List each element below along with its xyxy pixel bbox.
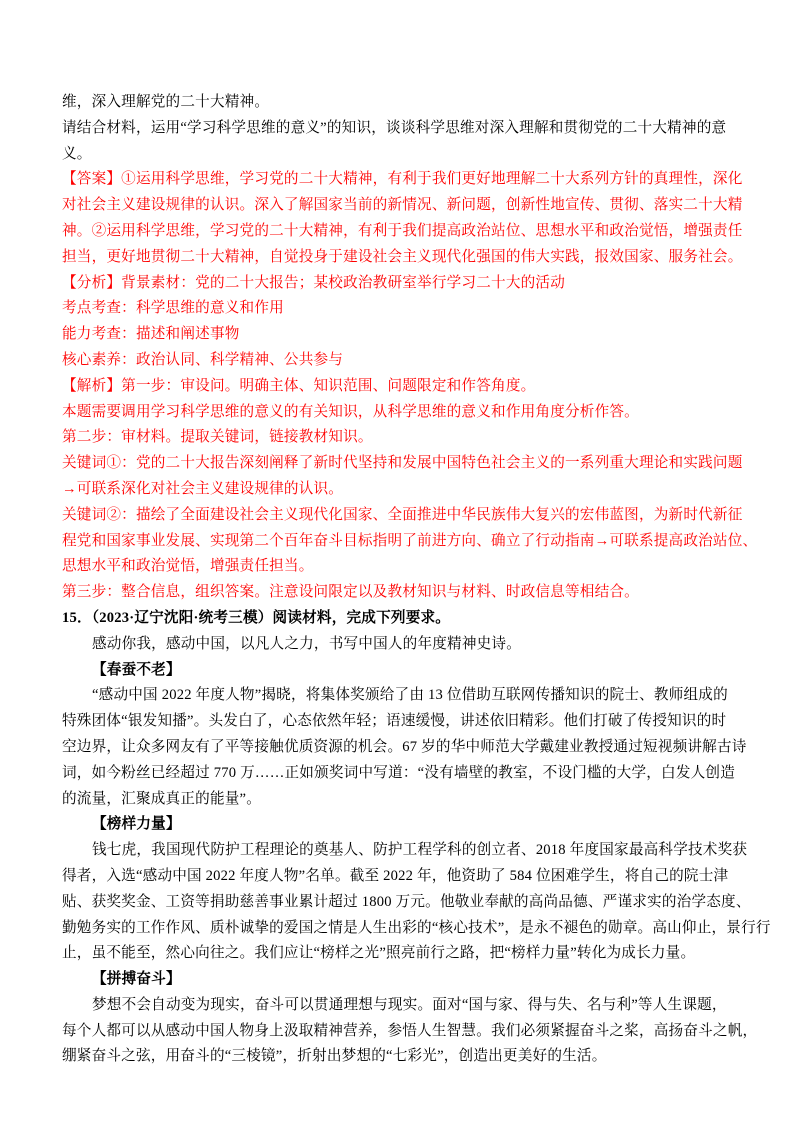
section-heading: 【榜样力量】 bbox=[92, 816, 181, 833]
text-line: 本题需要调用学习科学思维的意义的有关知识，从科学思维的意义和作用角度分析作答。 bbox=[62, 403, 639, 420]
text-line: 担当，更好地贯彻二十大精神，自觉投身于建设社会主义现代化强国的伟大实践，报效国家、服务社会。 bbox=[62, 248, 743, 265]
text-line: 的流量，汇聚成真正的能量”。 bbox=[62, 790, 261, 807]
text-line: 关键词①：党的二十大报告深刻阐释了新时代坚持和发展中国特色社会主义的一系列重大理论和实践问题 bbox=[62, 455, 743, 472]
text-line: 神。②运用科学思维，学习党的二十大精神，有利于我们提高政治站位、思想水平和政治觉悟，增强责任 bbox=[62, 222, 743, 239]
text-line: 关键词②：描绘了全面建设社会主义现代化国家、全面推进中华民族伟大复兴的宏伟蓝图，为新时代新征 bbox=[62, 506, 743, 523]
text-line: 请结合材料，运用“学习科学思维的意义”的知识，谈谈科学思维对深入理解和贯彻党的二十大精神的意 bbox=[62, 119, 727, 136]
text-line: 能力考查：描述和阐述事物 bbox=[62, 326, 240, 343]
text-line: 感动你我，感动中国，以凡人之力，书写中国人的年度精神史诗。 bbox=[92, 635, 522, 652]
text-line: →可联系深化对社会主义建设规律的认识。 bbox=[62, 480, 344, 497]
text-line: 15．（2023·辽宁沈阳·统考三模）阅读材料，完成下列要求。 bbox=[62, 609, 451, 626]
section-heading: 【春蚕不老】 bbox=[92, 661, 181, 678]
text-line: 勤勉务实的工作作风、质朴诚挚的爱国之情是人生出彩的“核心技术”，是永不褪色的勋章。高山仰止，景行行 bbox=[62, 919, 771, 936]
section-heading: 【拼搏奋斗】 bbox=[92, 971, 181, 988]
text-line: “感动中国 2022 年度人物”揭晓，将集体奖颁给了由 13 位借助互联网传播知识的院士、教师组成的 bbox=[92, 687, 728, 704]
text-line: 对社会主义建设规律的认识。深入了解国家当前的新情况、新问题，创新性地宣传、贯彻、落实二十大精 bbox=[62, 197, 743, 214]
text-line: 得者，入选“感动中国 2022 年度人物”名单。截至 2022 年，他资助了 584 位困难学生，将自己的院士津 bbox=[62, 867, 729, 884]
text-line: 贴、获奖奖金、工资等捐助慈善事业累计超过 1800 万元。他敬业奉献的高尚品德、严谨求实的治学态度、 bbox=[62, 893, 751, 910]
text-line: 第二步：审材料。提取关键词，链接教材知识。 bbox=[62, 429, 373, 446]
text-line: 绷紧奋斗之弦，用奋斗的“三棱镜”，折射出梦想的“七彩光”，创造出更美好的生活。 bbox=[62, 1048, 607, 1065]
document-content bbox=[62, 90, 771, 1070]
text-line: 钱七虎，我国现代防护工程理论的奠基人、防护工程学科的创立者、2018 年度国家最高科学技术奖获 bbox=[92, 842, 748, 859]
text-line: 义。 bbox=[62, 145, 92, 162]
text-line: 词，如今粉丝已经超过 770 万……正如颁奖词中写道：“没有墙壁的教室，不设门槛的大学，白发人创造 bbox=[62, 764, 735, 781]
text-line: 第三步：整合信息，组织答案。注意设问限定以及教材知识与材料、时政信息等相结合。 bbox=[62, 584, 639, 601]
text-line: 核心素养：政治认同、科学精神、公共参与 bbox=[62, 351, 344, 368]
text-line: 特殊团体“银发知播”。头发白了，心态依然年轻；语速缓慢，讲述依旧精彩。他们打破了传授知识的时 bbox=[62, 713, 727, 730]
text-line: 【答案】①运用科学思维，学习党的二十大精神，有利于我们更好地理解二十大系列方针的真理性，深化 bbox=[62, 171, 743, 188]
text-line: 梦想不会自动变为现实，奋斗可以贯通理想与现实。面对“国与家、得与失、名与利”等人生课题， bbox=[92, 996, 727, 1013]
text-line: 【分析】背景素材：党的二十大报告；某校政治教研室举行学习二十大的活动 bbox=[62, 274, 565, 291]
text-line: 【解析】第一步：审设问。明确主体、知识范围、问题限定和作答角度。 bbox=[62, 377, 536, 394]
text-line: 思想水平和政治觉悟，增强责任担当。 bbox=[62, 558, 314, 575]
text-line: 考点考查：科学思维的意义和作用 bbox=[62, 300, 284, 317]
text-line: 空边界，让众多网友有了平等接触优质资源的机会。67 岁的华中师范大学戴建业教授通过短视频讲解古诗 bbox=[62, 738, 747, 755]
text-line: 止，虽不能至，然心向往之。我们应让“榜样之光”照亮前行之路，把“榜样力量”转化为成长力量。 bbox=[62, 945, 696, 962]
text-line: 每个人都可以从感动中国人物身上汲取精神营养，参悟人生智慧。我们必须紧握奋斗之桨，高扬奋斗之帆， bbox=[62, 1022, 758, 1039]
text-line: 维，深入理解党的二十大精神。 bbox=[62, 94, 270, 110]
text-line: 程党和国家事业发展、实现第二个百年奋斗目标指明了前进方向、确立了行动指南→可联系提高政治站位、 bbox=[62, 532, 758, 549]
